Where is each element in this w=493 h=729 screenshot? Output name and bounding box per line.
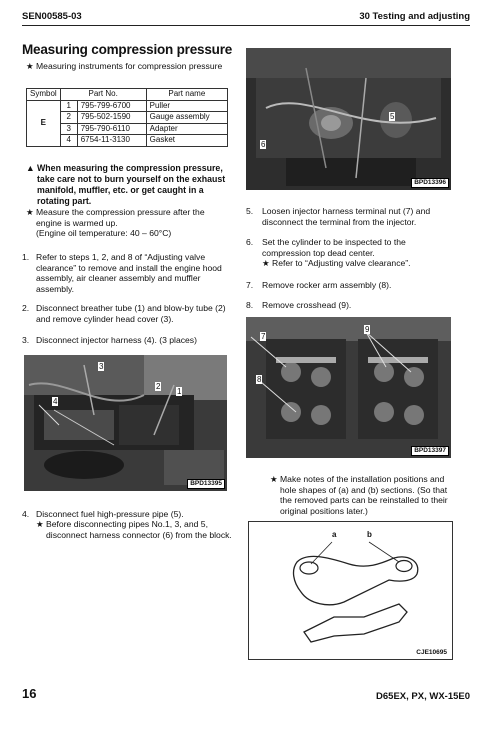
- callout-5: 5: [390, 112, 395, 121]
- step-2: [22, 303, 234, 324]
- step-number: 4.: [22, 509, 30, 519]
- label-b: b: [367, 530, 372, 539]
- callout-4: 4: [53, 397, 58, 406]
- step-number: 6.: [246, 237, 254, 247]
- photo-caption: BPD13396: [411, 178, 449, 188]
- callout-6: 6: [261, 140, 266, 149]
- star-icon: ★: [26, 207, 34, 217]
- table-cell: Gauge assembly: [146, 112, 227, 124]
- step-text: Set the cylinder to be inspected to the compression top dead center.: [262, 237, 406, 258]
- step-text: Refer to steps 1, 2, and 8 of “Adjusting valve clearance” to remove and install the engine hood assembly, air cleaner assembly and muffler assembly.: [36, 252, 222, 294]
- warning-text: When measuring the compression pressure, take care not to burn yourself on the exhaust manifold, muffler, etc. or get caught in a rotating part.: [37, 163, 226, 206]
- page-number: 16: [22, 686, 37, 701]
- table-cell: 1: [60, 100, 77, 112]
- table-cell: 795-790-6110: [77, 123, 146, 135]
- engine-photo-2: [246, 48, 451, 190]
- injector-illustration: [246, 48, 451, 190]
- step-number: 5.: [246, 206, 254, 216]
- step-6-note: [262, 258, 458, 269]
- step-number: 7.: [246, 280, 254, 290]
- table-cell: Gasket: [146, 135, 227, 147]
- installation-note: [270, 474, 458, 516]
- step-text: Disconnect breather tube (1) and blow-by tube (2) and remove cylinder head cover (3).: [36, 303, 226, 324]
- model-name: D65EX, PX, WX-15E0: [376, 691, 470, 702]
- table-cell: 3: [60, 123, 77, 135]
- table-row: [27, 100, 228, 112]
- step-text: Disconnect fuel high-pressure pipe (5).: [36, 509, 184, 519]
- warning-icon: ▲: [26, 163, 35, 173]
- step-number: 3.: [22, 335, 30, 345]
- note-text: Make notes of the installation positions and hole shapes of (a) and (b) sections. (So that the removed parts can be reinstalled to their original positions later.): [280, 474, 448, 516]
- table-cell: 795-502-1590: [77, 112, 146, 124]
- step-text: Loosen injector harness terminal nut (7) and disconnect the terminal from the injector.: [262, 206, 431, 227]
- callout-7: 7: [261, 332, 266, 341]
- table-cell: 2: [60, 112, 77, 124]
- callout-1: 1: [177, 387, 182, 396]
- intro-note: [26, 61, 231, 72]
- section-title: 30 Testing and adjusting: [359, 11, 470, 22]
- photo-caption: BPD13397: [411, 446, 449, 456]
- note-text: Refer to “Adjusting valve clearance”.: [272, 258, 411, 268]
- intro-text: Measuring instruments for compression pressure: [36, 61, 223, 71]
- callout-3: 3: [99, 362, 104, 371]
- step-text: Remove rocker arm assembly (8).: [262, 280, 392, 290]
- header-rule: [22, 25, 470, 26]
- engine-top-illustration: [24, 355, 227, 491]
- step-3: [22, 335, 234, 346]
- step-7: [246, 280, 458, 291]
- page-title: Measuring compression pressure: [22, 42, 233, 57]
- table-cell: Adapter: [146, 123, 227, 135]
- table-cell-symbol: E: [27, 100, 61, 146]
- table-cell: Puller: [146, 100, 227, 112]
- doc-id: SEN00585-03: [22, 11, 82, 22]
- table-header: Part name: [146, 89, 227, 101]
- step-1: [22, 252, 234, 294]
- table-header: Part No.: [60, 89, 146, 101]
- table-cell: 795-799-6700: [77, 100, 146, 112]
- engine-photo-1: [24, 355, 227, 491]
- crosshead-drawing: [248, 521, 453, 660]
- note-text: Before disconnecting pipes No.1, 3, and 5, disconnect harness connector (6) from the block.: [46, 519, 232, 540]
- note-temperature: (Engine oil temperature: 40 – 60°C): [36, 228, 172, 239]
- step-text: Remove crosshead (9).: [262, 300, 352, 310]
- rocker-arm-illustration: [246, 317, 451, 458]
- note-text: Measure the compression pressure after the engine is warmed up.: [36, 207, 205, 228]
- table-header: Symbol: [27, 89, 61, 101]
- step-number: 1.: [22, 252, 30, 262]
- star-icon: ★: [36, 519, 44, 529]
- star-icon: ★: [270, 474, 278, 484]
- star-icon: ★: [26, 61, 34, 71]
- callout-8: 8: [257, 375, 262, 384]
- callout-2: 2: [156, 382, 161, 391]
- drawing-caption: CJE10695: [416, 649, 447, 656]
- label-a: a: [332, 530, 337, 539]
- step-5: [246, 206, 458, 227]
- engine-photo-3: [246, 317, 451, 458]
- tools-table: [26, 88, 228, 147]
- star-icon: ★: [262, 258, 270, 268]
- table-cell: 6754-11-3130: [77, 135, 146, 147]
- crosshead-diagram: [249, 522, 452, 659]
- table-cell: 4: [60, 135, 77, 147]
- temperature-note: [26, 207, 234, 239]
- step-4-note: [36, 519, 234, 540]
- warning-note: [26, 163, 234, 207]
- step-text: Disconnect injector harness (4). (3 places): [36, 335, 197, 345]
- callout-9: 9: [365, 325, 370, 334]
- photo-caption: BPD13395: [187, 479, 225, 489]
- step-number: 2.: [22, 303, 30, 313]
- table-header-row: [27, 89, 228, 101]
- step-6: [246, 237, 458, 258]
- step-8: [246, 300, 458, 311]
- step-number: 8.: [246, 300, 254, 310]
- step-4: [22, 509, 234, 520]
